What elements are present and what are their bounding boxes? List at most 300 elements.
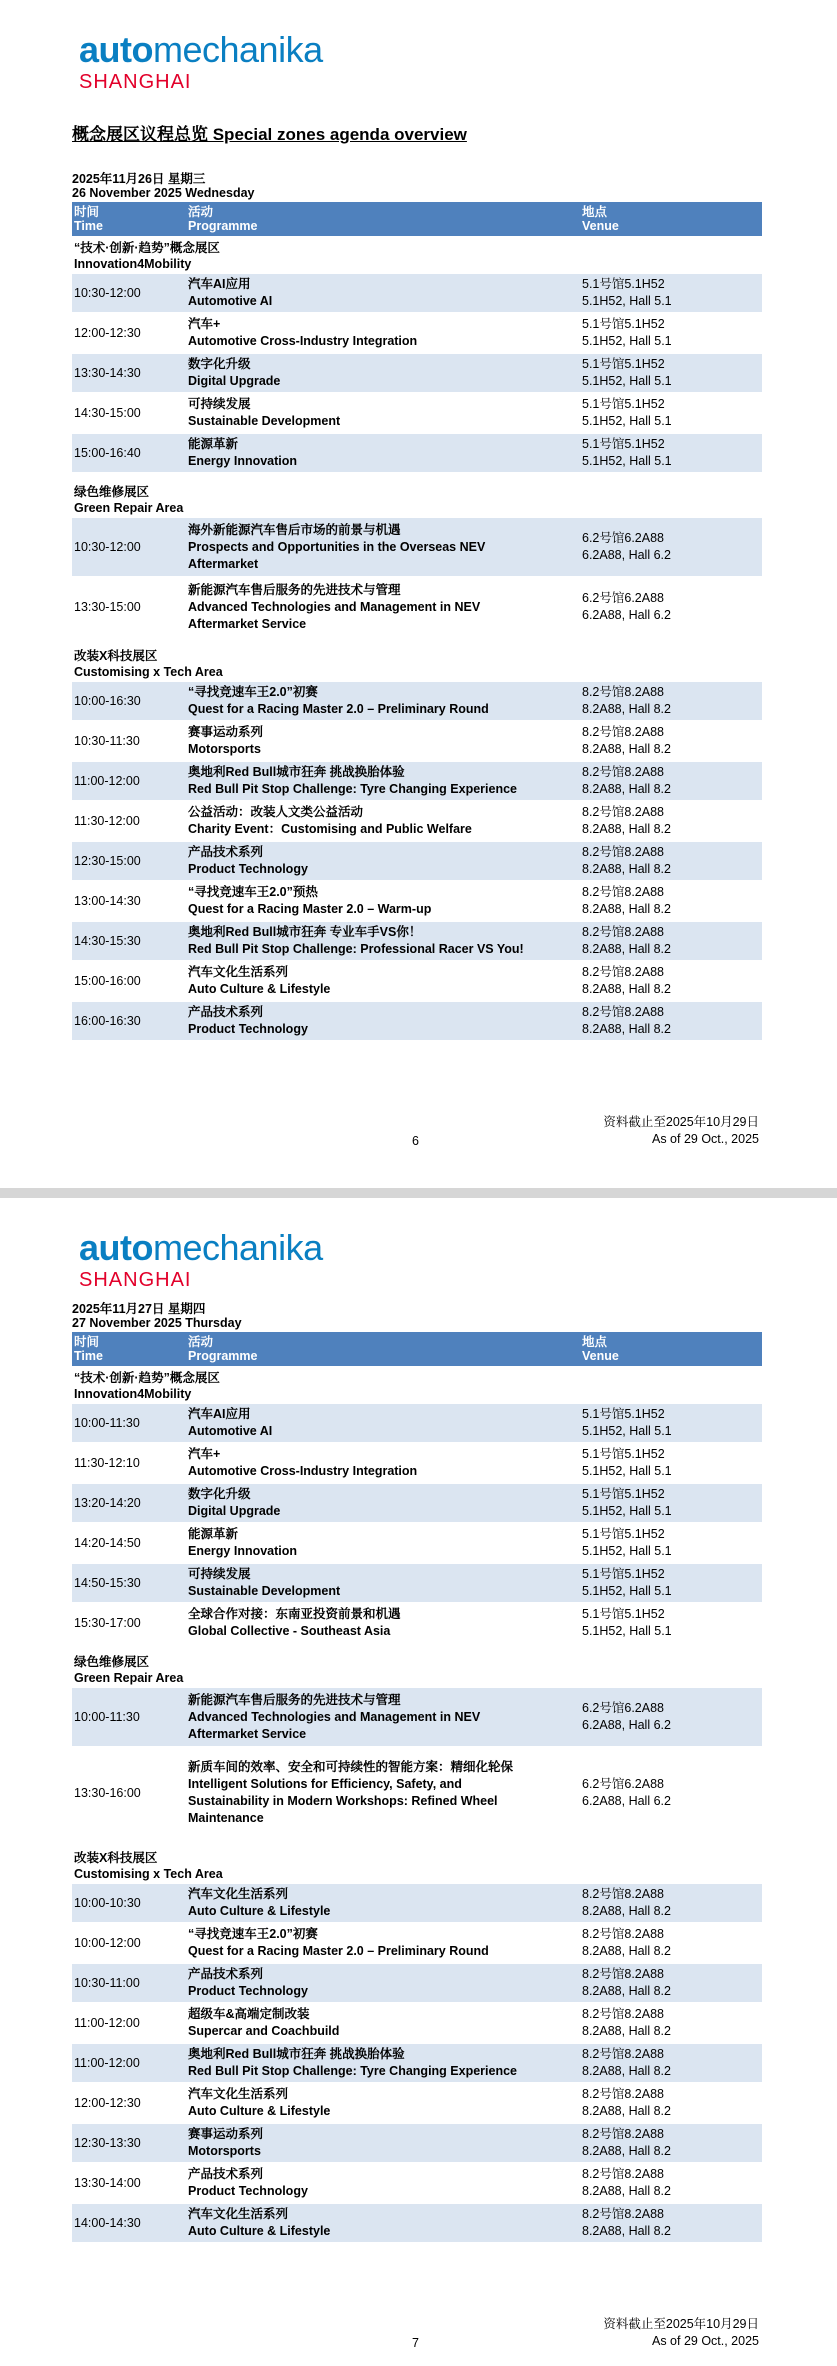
- date-cn: 2025年11月26日 星期三: [72, 172, 206, 186]
- session-venue: [578, 590, 762, 624]
- programme-line: Product Technology: [188, 2184, 308, 2198]
- venue-cn: 5.1号馆5.1H52: [582, 397, 665, 411]
- session-programme: [186, 274, 578, 312]
- session-venue: [578, 1526, 762, 1560]
- session-programme: [186, 1757, 578, 1829]
- header-venue: [578, 1335, 762, 1366]
- venue-en: 8.2A88, Hall 8.2: [582, 782, 671, 796]
- table-header: [72, 202, 762, 236]
- session-venue: [578, 530, 762, 564]
- programme-line: Supercar and Coachbuild: [188, 2024, 340, 2038]
- session-venue: [578, 1606, 762, 1640]
- header-venue-en: Venue: [582, 1349, 619, 1363]
- page-7: [0, 1198, 837, 2366]
- page-number: 7: [412, 2336, 419, 2350]
- programme-line: Global Collective - Southeast Asia: [188, 1624, 391, 1638]
- venue-cn: 8.2号馆8.2A88: [582, 1005, 664, 1019]
- table-row: [72, 1444, 762, 1484]
- session-time: 12:30-15:00: [74, 853, 141, 868]
- venue-cn: 8.2号馆8.2A88: [582, 2167, 664, 2181]
- programme-line: 汽车+: [188, 1447, 221, 1461]
- date-en: 27 November 2025 Thursday: [72, 1316, 242, 1330]
- session-programme: [186, 682, 578, 720]
- note-cn: 资料截止至2025年10月29日: [603, 1115, 759, 1129]
- zone-name-en: Green Repair Area: [74, 1671, 184, 1685]
- session-venue: [578, 436, 762, 470]
- table-row: [72, 1604, 762, 1644]
- session-time: 15:00-16:00: [74, 973, 141, 988]
- venue-en: 5.1H52, Hall 5.1: [582, 294, 672, 308]
- session-programme: [186, 1604, 578, 1642]
- zone-heading: [72, 480, 762, 518]
- programme-line: 汽车AI应用: [188, 1407, 251, 1421]
- table-row: [72, 2164, 762, 2204]
- session-programme: [186, 922, 578, 960]
- venue-en: 8.2A88, Hall 8.2: [582, 2184, 671, 2198]
- programme-line: 汽车文化生活系列: [188, 965, 289, 979]
- venue-cn: 8.2号馆8.2A88: [582, 925, 664, 939]
- session-time: 10:00-16:30: [74, 693, 141, 708]
- agenda-content: [72, 1302, 762, 2244]
- table-row: [72, 1524, 762, 1564]
- table-row: [72, 1688, 762, 1748]
- session-programme: [186, 520, 578, 575]
- session-time: 13:30-14:30: [74, 365, 141, 380]
- session-venue: [578, 396, 762, 430]
- venue-cn: 5.1号馆5.1H52: [582, 1607, 665, 1621]
- programme-line: 汽车+: [188, 317, 221, 331]
- venue-en: 5.1H52, Hall 5.1: [582, 454, 672, 468]
- venue-en: 8.2A88, Hall 8.2: [582, 982, 671, 996]
- session-programme: [186, 314, 578, 352]
- session-time: 10:30-11:30: [74, 733, 140, 748]
- logo-city: SHANGHAI: [79, 71, 192, 93]
- programme-line: Quest for a Racing Master 2.0 – Preliminary Round: [188, 1944, 489, 1958]
- programme-line: 汽车文化生活系列: [188, 2207, 289, 2221]
- venue-en: 5.1H52, Hall 5.1: [582, 1544, 672, 1558]
- programme-line: Red Bull Pit Stop Challenge: Tyre Changing Experience: [188, 782, 517, 796]
- header-time-cn: 时间: [74, 205, 100, 219]
- zone-name-en: Customising x Tech Area: [74, 1867, 223, 1881]
- session-time: 10:30-12:00: [74, 539, 141, 554]
- venue-en: 5.1H52, Hall 5.1: [582, 374, 672, 388]
- table-row: [72, 762, 762, 802]
- session-programme: [186, 882, 578, 920]
- programme-line: 奥地利Red Bull城市狂奔 挑战换胎体验: [188, 2047, 405, 2061]
- session-venue: [578, 844, 762, 878]
- programme-line: Automotive AI: [188, 294, 273, 308]
- table-row: [72, 1564, 762, 1604]
- venue-cn: 5.1号馆5.1H52: [582, 1487, 665, 1501]
- venue-cn: 8.2号馆8.2A88: [582, 885, 664, 899]
- session-time: 10:00-11:30: [74, 1709, 140, 1724]
- session-venue: [578, 2006, 762, 2040]
- header-time: [72, 205, 186, 236]
- session-venue: [578, 924, 762, 958]
- table-row: [72, 1964, 762, 2004]
- date-en: 26 November 2025 Wednesday: [72, 186, 255, 200]
- programme-line: Automotive Cross-Industry Integration: [188, 334, 418, 348]
- venue-en: 8.2A88, Hall 8.2: [582, 742, 671, 756]
- venue-en: 5.1H52, Hall 5.1: [582, 1624, 672, 1638]
- programme-line: Motorsports: [188, 742, 261, 756]
- session-programme: [186, 1524, 578, 1562]
- header-time-en: Time: [74, 1349, 103, 1363]
- venue-cn: 8.2号馆8.2A88: [582, 1967, 664, 1981]
- session-venue: [578, 2046, 762, 2080]
- programme-line: 能源革新: [188, 1527, 239, 1541]
- session-programme: [186, 1002, 578, 1040]
- programme-line: Prospects and Opportunities in the Overseas NEV: [188, 539, 486, 554]
- data-cutoff-note: [603, 2316, 759, 2350]
- programme-line: “寻找竞速车王2.0”初赛: [188, 685, 318, 699]
- table-row: [72, 1404, 762, 1444]
- zone-heading: [72, 644, 762, 682]
- venue-cn: 5.1号馆5.1H52: [582, 1567, 665, 1581]
- programme-line: Product Technology: [188, 1022, 308, 1036]
- venue-en: 8.2A88, Hall 8.2: [582, 702, 671, 716]
- session-programme: [186, 1564, 578, 1602]
- venue-en: 6.2A88, Hall 6.2: [582, 1718, 671, 1732]
- venue-en: 5.1H52, Hall 5.1: [582, 414, 672, 428]
- session-programme: [186, 354, 578, 392]
- session-time: 13:20-14:20: [74, 1495, 141, 1510]
- session-time: 11:00-12:00: [74, 2055, 140, 2070]
- table-row: [72, 2044, 762, 2084]
- session-time: 14:20-14:50: [74, 1535, 141, 1550]
- venue-cn: 5.1号馆5.1H52: [582, 317, 665, 331]
- zone-name-cn: “技术·创新·趋势”概念展区: [74, 241, 220, 255]
- header-programme: [186, 1335, 578, 1366]
- header-time-en: Time: [74, 219, 103, 233]
- table-row: [72, 1924, 762, 1964]
- session-venue: [578, 724, 762, 758]
- programme-line: Sustainability in Modern Workshops: Refined Wheel: [188, 1794, 498, 1808]
- header-venue-en: Venue: [582, 219, 619, 233]
- table-row: [72, 2084, 762, 2124]
- programme-line: Maintenance: [188, 1811, 264, 1825]
- session-time: 13:30-16:00: [74, 1785, 141, 1800]
- table-row: [72, 802, 762, 842]
- programme-line: 能源革新: [188, 437, 239, 451]
- programme-line: Aftermarket: [188, 556, 259, 571]
- session-programme: [186, 1884, 578, 1922]
- venue-cn: 8.2号馆8.2A88: [582, 1887, 664, 1901]
- session-venue: [578, 884, 762, 918]
- venue-en: 8.2A88, Hall 8.2: [582, 2064, 671, 2078]
- session-programme: [186, 842, 578, 880]
- session-time: 14:00-14:30: [74, 2215, 141, 2230]
- session-programme: [186, 580, 578, 635]
- venue-cn: 5.1号馆5.1H52: [582, 1407, 665, 1421]
- venue-cn: 8.2号馆8.2A88: [582, 2207, 664, 2221]
- programme-line: “寻找竞速车王2.0”初赛: [188, 1927, 318, 1941]
- session-time: 12:30-13:30: [74, 2135, 141, 2150]
- venue-en: 8.2A88, Hall 8.2: [582, 2224, 671, 2238]
- table-row: [72, 842, 762, 882]
- session-venue: [578, 1004, 762, 1038]
- venue-en: 5.1H52, Hall 5.1: [582, 1584, 672, 1598]
- venue-en: 5.1H52, Hall 5.1: [582, 334, 672, 348]
- table-row: [72, 682, 762, 722]
- venue-en: 6.2A88, Hall 6.2: [582, 1794, 671, 1808]
- programme-line: Product Technology: [188, 1984, 308, 1998]
- venue-en: 8.2A88, Hall 8.2: [582, 2104, 671, 2118]
- venue-cn: 8.2号馆8.2A88: [582, 765, 664, 779]
- page-title: 概念展区议程总览 Special zones agenda overview: [72, 125, 467, 144]
- session-programme: [186, 722, 578, 760]
- header-venue-cn: 地点: [582, 205, 608, 219]
- programme-line: Red Bull Pit Stop Challenge: Tyre Changing Experience: [188, 2064, 517, 2078]
- venue-en: 8.2A88, Hall 8.2: [582, 942, 671, 956]
- session-time: 14:30-15:30: [74, 933, 141, 948]
- session-venue: [578, 2126, 762, 2160]
- session-venue: [578, 356, 762, 390]
- logo-mechanika: mechanika: [153, 29, 323, 70]
- session-venue: [578, 1926, 762, 1960]
- note-en: As of 29 Oct., 2025: [651, 1132, 759, 1146]
- zone-name-en: Green Repair Area: [74, 501, 184, 515]
- session-time: 11:30-12:10: [74, 1455, 140, 1470]
- venue-cn: 6.2号馆6.2A88: [582, 1701, 664, 1715]
- session-programme: [186, 1484, 578, 1522]
- programme-line: “寻找竞速车王2.0”预热: [188, 885, 318, 899]
- zone-name-cn: 改装X科技展区: [74, 1851, 158, 1865]
- programme-line: 海外新能源汽车售后市场的前景与机遇: [188, 522, 401, 537]
- table-row: [72, 922, 762, 962]
- session-programme: [186, 1444, 578, 1482]
- session-programme: [186, 962, 578, 1000]
- venue-en: 5.1H52, Hall 5.1: [582, 1424, 672, 1438]
- session-programme: [186, 762, 578, 800]
- venue-en: 6.2A88, Hall 6.2: [582, 608, 671, 622]
- venue-cn: 5.1号馆5.1H52: [582, 1527, 665, 1541]
- session-programme: [186, 2044, 578, 2082]
- session-venue: [578, 804, 762, 838]
- venue-en: 5.1H52, Hall 5.1: [582, 1464, 672, 1478]
- session-time: 10:00-11:30: [74, 1415, 140, 1430]
- venue-cn: 8.2号馆8.2A88: [582, 2047, 664, 2061]
- session-venue: [578, 684, 762, 718]
- programme-line: 可持续发展: [188, 1567, 251, 1581]
- programme-line: Aftermarket Service: [188, 1726, 307, 1741]
- session-programme: [186, 434, 578, 472]
- venue-en: 8.2A88, Hall 8.2: [582, 1984, 671, 1998]
- zone-name-en: Innovation4Mobility: [74, 1387, 192, 1401]
- zone-heading: [72, 1366, 762, 1404]
- session-programme: [186, 2204, 578, 2242]
- table-row: [72, 1484, 762, 1524]
- date-heading: [72, 172, 762, 200]
- programme-line: Product Technology: [188, 862, 308, 876]
- programme-line: Intelligent Solutions for Efficiency, Safety, and: [188, 1777, 462, 1791]
- programme-line: 产品技术系列: [188, 845, 264, 859]
- programme-line: 公益活动：改装人文类公益活动: [188, 805, 364, 819]
- table-row: [72, 434, 762, 474]
- session-venue: [578, 1966, 762, 2000]
- venue-cn: 5.1号馆5.1H52: [582, 357, 665, 371]
- zone-name-en: Customising x Tech Area: [74, 665, 223, 679]
- session-venue: [578, 1486, 762, 1520]
- programme-line: 产品技术系列: [188, 2167, 264, 2181]
- logo-auto: auto: [79, 1227, 153, 1268]
- table-row: [72, 2204, 762, 2244]
- programme-line: Automotive AI: [188, 1424, 273, 1438]
- venue-en: 8.2A88, Hall 8.2: [582, 1022, 671, 1036]
- session-venue: [578, 2086, 762, 2120]
- session-programme: [186, 1964, 578, 2002]
- programme-line: Charity Event：Customising and Public Welfare: [188, 822, 472, 836]
- table-row: [72, 962, 762, 1002]
- programme-line: Quest for a Racing Master 2.0 – Preliminary Round: [188, 702, 489, 716]
- venue-cn: 8.2号馆8.2A88: [582, 965, 664, 979]
- programme-line: 奥地利Red Bull城市狂奔 专业车手VS你！: [188, 925, 422, 939]
- venue-cn: 8.2号馆8.2A88: [582, 685, 664, 699]
- automechanika-logo: [79, 30, 323, 94]
- table-row: [72, 394, 762, 434]
- programme-line: 汽车文化生活系列: [188, 2087, 289, 2101]
- table-row: [72, 518, 762, 578]
- session-venue: [578, 764, 762, 798]
- programme-line: 赛事运动系列: [188, 2127, 264, 2141]
- table-header: [72, 1332, 762, 1366]
- programme-line: Energy Innovation: [188, 1544, 298, 1558]
- session-time: 10:00-10:30: [74, 1895, 141, 1910]
- venue-en: 8.2A88, Hall 8.2: [582, 2144, 671, 2158]
- venue-en: 8.2A88, Hall 8.2: [582, 1904, 671, 1918]
- programme-line: 数字化升级: [188, 357, 251, 371]
- table-row: [72, 1002, 762, 1042]
- programme-line: Red Bull Pit Stop Challenge: Professional Racer VS You!: [188, 942, 524, 956]
- logo-auto: auto: [79, 29, 153, 70]
- venue-cn: 8.2号馆8.2A88: [582, 2087, 664, 2101]
- zone-name-cn: “技术·创新·趋势”概念展区: [74, 1371, 220, 1385]
- venue-cn: 6.2号馆6.2A88: [582, 531, 664, 545]
- automechanika-logo: [79, 1228, 323, 1292]
- programme-line: 汽车AI应用: [188, 277, 251, 291]
- programme-line: 新能源汽车售后服务的先进技术与管理: [188, 1692, 401, 1707]
- programme-line: Digital Upgrade: [188, 374, 281, 388]
- session-venue: [578, 316, 762, 350]
- zone-name-cn: 绿色维修展区: [74, 1655, 150, 1669]
- header-time-cn: 时间: [74, 1335, 100, 1349]
- programme-line: Digital Upgrade: [188, 1504, 281, 1518]
- session-time: 11:00-12:00: [74, 773, 140, 788]
- programme-line: Quest for a Racing Master 2.0 – Warm-up: [188, 902, 432, 916]
- programme-line: Auto Culture & Lifestyle: [188, 2104, 331, 2118]
- session-time: 11:00-12:00: [74, 2015, 140, 2030]
- programme-line: Aftermarket Service: [188, 616, 307, 631]
- programme-line: Automotive Cross-Industry Integration: [188, 1464, 418, 1478]
- programme-line: 产品技术系列: [188, 1967, 264, 1981]
- zone-heading: [72, 1846, 762, 1884]
- venue-cn: 5.1号馆5.1H52: [582, 1447, 665, 1461]
- programme-line: Motorsports: [188, 2144, 261, 2158]
- agenda-content: [72, 172, 762, 1042]
- session-venue: [578, 2206, 762, 2240]
- zone-name-en: Innovation4Mobility: [74, 257, 192, 271]
- session-venue: [578, 1886, 762, 1920]
- session-programme: [186, 2124, 578, 2162]
- programme-line: 全球合作对接：东南亚投资前景和机遇: [188, 1607, 401, 1621]
- venue-en: 8.2A88, Hall 8.2: [582, 822, 671, 836]
- venue-cn: 8.2号馆8.2A88: [582, 845, 664, 859]
- table-row: [72, 354, 762, 394]
- session-programme: [186, 2164, 578, 2202]
- session-venue: [578, 276, 762, 310]
- session-time: 13:30-15:00: [74, 599, 141, 614]
- session-time: 15:00-16:40: [74, 445, 141, 460]
- programme-line: 可持续发展: [188, 397, 251, 411]
- venue-cn: 8.2号馆8.2A88: [582, 1927, 664, 1941]
- header-programme-cn: 活动: [188, 205, 214, 219]
- programme-line: Auto Culture & Lifestyle: [188, 1904, 331, 1918]
- venue-cn: 8.2号馆8.2A88: [582, 2007, 664, 2021]
- zone-heading: [72, 236, 762, 274]
- programme-line: Sustainable Development: [188, 414, 341, 428]
- logo-mechanika: mechanika: [153, 1227, 323, 1268]
- session-venue: [578, 964, 762, 998]
- venue-cn: 8.2号馆8.2A88: [582, 805, 664, 819]
- venue-en: 8.2A88, Hall 8.2: [582, 2024, 671, 2038]
- venue-cn: 6.2号馆6.2A88: [582, 1777, 664, 1791]
- session-venue: [578, 2166, 762, 2200]
- page-number: 6: [412, 1134, 419, 1148]
- zone-name-cn: 改装X科技展区: [74, 649, 158, 663]
- venue-en: 8.2A88, Hall 8.2: [582, 1944, 671, 1958]
- session-programme: [186, 802, 578, 840]
- session-time: 12:00-12:30: [74, 325, 141, 340]
- session-time: 10:00-12:00: [74, 1935, 141, 1950]
- table-row: [72, 882, 762, 922]
- session-venue: [578, 1406, 762, 1440]
- header-time: [72, 1335, 186, 1366]
- session-programme: [186, 1690, 578, 1745]
- data-cutoff-note: [603, 1114, 759, 1148]
- session-programme: [186, 1404, 578, 1442]
- table-row: [72, 314, 762, 354]
- programme-line: Advanced Technologies and Management in NEV: [188, 1709, 481, 1724]
- programme-line: 新能源汽车售后服务的先进技术与管理: [188, 582, 401, 597]
- session-time: 15:30-17:00: [74, 1615, 141, 1630]
- programme-line: Auto Culture & Lifestyle: [188, 2224, 331, 2238]
- session-venue: [578, 1446, 762, 1480]
- date-heading: [72, 1302, 762, 1330]
- note-cn: 资料截止至2025年10月29日: [603, 2317, 759, 2331]
- header-venue: [578, 205, 762, 236]
- venue-en: 6.2A88, Hall 6.2: [582, 548, 671, 562]
- session-programme: [186, 2084, 578, 2122]
- programme-line: Advanced Technologies and Management in NEV: [188, 599, 481, 614]
- venue-cn: 5.1号馆5.1H52: [582, 277, 665, 291]
- programme-line: 汽车文化生活系列: [188, 1887, 289, 1901]
- table-row: [72, 1884, 762, 1924]
- table-row: [72, 2004, 762, 2044]
- programme-line: 奥地利Red Bull城市狂奔 挑战换胎体验: [188, 765, 405, 779]
- zone-heading: [72, 1650, 762, 1688]
- session-programme: [186, 2004, 578, 2042]
- table-row: [72, 2124, 762, 2164]
- venue-cn: 5.1号馆5.1H52: [582, 437, 665, 451]
- header-programme: [186, 205, 578, 236]
- date-cn: 2025年11月27日 星期四: [72, 1302, 206, 1316]
- session-programme: [186, 1924, 578, 1962]
- logo-city: SHANGHAI: [79, 1269, 192, 1291]
- programme-line: Auto Culture & Lifestyle: [188, 982, 331, 996]
- session-time: 16:00-16:30: [74, 1013, 141, 1028]
- session-time: 11:30-12:00: [74, 813, 140, 828]
- table-row: [72, 578, 762, 638]
